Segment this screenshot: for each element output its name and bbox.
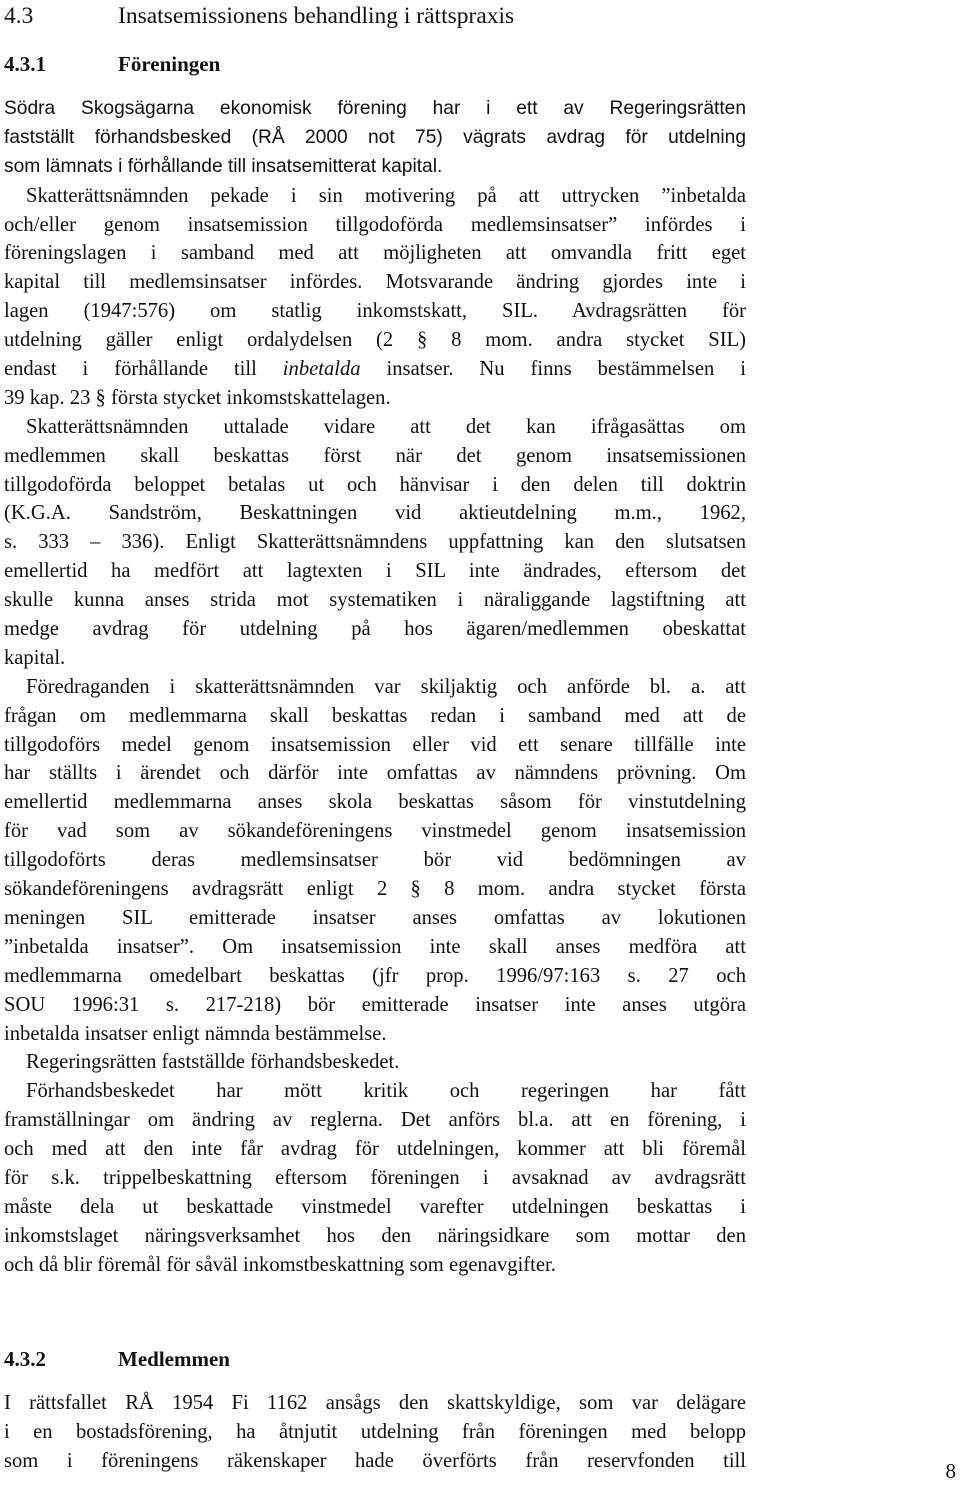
text-line: tillgodoförs medel genom insatsemission eller vid ett senare tillfälle inte: [4, 733, 746, 756]
text-line: tillgodoförda beloppet betalas ut och hänvisar i den delen till doktrin: [4, 473, 746, 496]
text-line: och/eller genom insatsemission tillgodoförda medlemsinsatser” infördes i: [4, 213, 746, 236]
subsection-title: Föreningen: [118, 52, 221, 76]
text-line: emellertid ha medfört att lagtexten i SIL inte ändrades, eftersom det: [4, 560, 746, 583]
text-segment: kapital till medlemsinsatser infördes.: [4, 271, 363, 294]
body-text-foreningen: [4, 95, 746, 1280]
text-line: föreningslagen i samband med att möjligheten att omvandla fritt eget: [4, 242, 746, 265]
section-title: Insatsemissionens behandling i rättspraxis: [118, 3, 515, 29]
text-line: sökandeföreningens avdragsrätt enligt 2 § 8 mom. andra stycket första: [4, 878, 746, 901]
text-line: ”inbetalda insatser”. Om insatsemission inte skall anses medföra att: [4, 935, 746, 958]
text-line: har ställts i ärendet och därför inte omfattas av nämndens prövning. Om: [4, 762, 746, 785]
text-segment: insatser. Nu finns bestämmelsen i: [360, 358, 746, 381]
text-line: i en bostadsförening, ha åtnjutit utdelning från föreningen med belopp: [4, 1420, 746, 1443]
text-line: inkomstslaget näringsverksamhet hos den näringsidkare som mottar den: [4, 1224, 746, 1247]
text-line: meningen SIL emitterade insatser anses omfattas av lokutionen: [4, 906, 746, 929]
emphasized-text: inbetalda: [282, 358, 361, 381]
text-line: måste dela ut beskattade vinstmedel varefter utdelningen beskattas i: [4, 1195, 746, 1218]
page-number: 8: [945, 1459, 956, 1483]
text-line: Skatterättsnämnden uttalade vidare att det kan ifrågasättas om: [26, 415, 746, 438]
subsection-number: 4.3.1: [4, 52, 46, 76]
text-line: medlemmen skall beskattas först när det genom insatsemissionen: [4, 444, 746, 467]
section-number: 4.3: [4, 3, 34, 29]
text-line: s. 333 – 336). Enligt Skatterättsnämndens uppfattning kan den slutsatsen: [4, 531, 746, 554]
section-heading: [4, 2, 514, 30]
subsection-heading-medlemmen: [4, 1345, 230, 1373]
text-line: som i föreningens räkenskaper hade överförts från reservfonden till: [4, 1449, 746, 1472]
text-line: och med att den inte får avdrag för utdelningen, kommer att bli föremål: [4, 1138, 746, 1161]
text-line: [4, 355, 746, 384]
text-line: framställningar om ändring av reglerna. Det anförs bl.a. att en förening, i: [4, 1109, 746, 1132]
text-line: (K.G.A. Sandström, Beskattningen vid aktieutdelning m.m., 1962,: [4, 502, 746, 525]
text-segment: endast i förhållande till: [4, 358, 283, 381]
text-line: Förhandsbeskedet har mött kritik och regeringen har fått: [26, 1080, 746, 1103]
text-line: Södra Skogsägarna ekonomisk förening har i ett av Regeringsrätten: [4, 98, 746, 119]
subsection-heading-foreningen: [4, 50, 220, 78]
text-line: frågan om medlemmarna skall beskattas redan i samband med att de: [4, 704, 746, 727]
subsection-title: Medlemmen: [118, 1347, 230, 1371]
text-line: I rättsfallet RÅ 1954 Fi 1162 ansågs den skattskyldige, som var delägare: [4, 1392, 746, 1414]
text-line: 39 kap. 23 § första stycket inkomstskattelagen.: [4, 386, 391, 409]
text-line: som lämnats i förhållande till insatsemitterat kapital.: [4, 155, 443, 177]
text-line: Regeringsrätten fastställde förhandsbeskedet.: [26, 1051, 400, 1074]
text-line: och då blir föremål för såväl inkomstbeskattning som egenavgifter.: [4, 1253, 556, 1276]
text-line: [4, 268, 746, 297]
text-line: fastställt förhandsbesked (RÅ 2000 not 75) vägrats avdrag för utdelning: [4, 126, 746, 148]
subsection-number: 4.3.2: [4, 1347, 46, 1371]
text-line: för vad som av sökandeföreningens vinstmedel genom insatsemission: [4, 820, 746, 843]
text-line: Skatterättsnämnden pekade i sin motivering på att uttrycken ”inbetalda: [26, 184, 746, 207]
body-text-medlemmen: [4, 1389, 746, 1476]
text-line: SOU 1996:31 s. 217-218) bör emitterade insatser inte anses utgöra: [4, 993, 746, 1016]
text-segment: Motsvarande ändring gjordes inte i: [362, 271, 746, 294]
text-line: inbetalda insatser enligt nämnda bestämmelse.: [4, 1022, 387, 1045]
text-line: medge avdrag för utdelning på hos ägaren/medlemmen obeskattat: [4, 618, 746, 641]
text-line: utdelning gäller enligt ordalydelsen (2 § 8 mom. andra stycket SIL): [4, 329, 746, 352]
text-line: Föredraganden i skatterättsnämnden var skiljaktig och anförde bl. a. att: [26, 675, 746, 698]
text-line: lagen (1947:576) om statlig inkomstskatt, SIL. Avdragsrätten för: [4, 300, 746, 323]
text-line: för s.k. trippelbeskattning eftersom föreningen i avsaknad av avdragsrätt: [4, 1166, 746, 1189]
text-line: tillgodoförts deras medlemsinsatser bör vid bedömningen av: [4, 849, 746, 872]
text-line: emellertid medlemmarna anses skola beskattas såsom för vinstutdelning: [4, 791, 746, 814]
text-line: skulle kunna anses strida mot systematiken i näraliggande lagstiftning att: [4, 589, 746, 612]
text-line: medlemmarna omedelbart beskattas (jfr prop. 1996/97:163 s. 27 och: [4, 964, 746, 987]
text-line: kapital.: [4, 646, 66, 669]
